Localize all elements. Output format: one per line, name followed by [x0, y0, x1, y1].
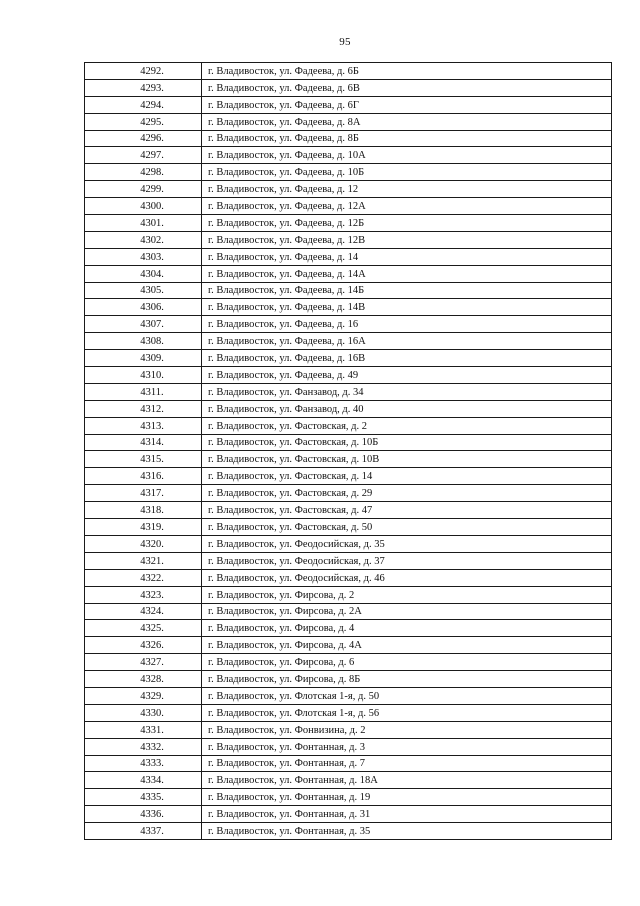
row-number: 4292. [85, 63, 202, 80]
row-number: 4325. [85, 620, 202, 637]
row-number: 4319. [85, 519, 202, 536]
table-row [85, 738, 612, 755]
row-number: 4332. [85, 738, 202, 755]
row-address: г. Владивосток, ул. Фадеева, д. 12В [202, 231, 612, 248]
row-number: 4310. [85, 367, 202, 384]
table-row [85, 552, 612, 569]
row-number: 4321. [85, 552, 202, 569]
table-row [85, 113, 612, 130]
row-address: г. Владивосток, ул. Фадеева, д. 16 [202, 316, 612, 333]
row-address: г. Владивосток, ул. Фадеева, д. 12 [202, 181, 612, 198]
table-row [85, 383, 612, 400]
row-number: 4322. [85, 569, 202, 586]
row-number: 4312. [85, 400, 202, 417]
table-row [85, 333, 612, 350]
row-address: г. Владивосток, ул. Фонтанная, д. 7 [202, 755, 612, 772]
row-number: 4336. [85, 806, 202, 823]
row-address: г. Владивосток, ул. Фадеева, д. 16В [202, 350, 612, 367]
row-number: 4293. [85, 79, 202, 96]
row-number: 4337. [85, 823, 202, 840]
table-row [85, 687, 612, 704]
table-row [85, 63, 612, 80]
row-address: г. Владивосток, ул. Фадеева, д. 14В [202, 299, 612, 316]
row-number: 4299. [85, 181, 202, 198]
row-number: 4334. [85, 772, 202, 789]
row-address: г. Владивосток, ул. Фонтанная, д. 31 [202, 806, 612, 823]
table-row [85, 704, 612, 721]
row-address: г. Владивосток, ул. Фастовская, д. 47 [202, 502, 612, 519]
table-row [85, 316, 612, 333]
row-address: г. Владивосток, ул. Фадеева, д. 14Б [202, 282, 612, 299]
table-row [85, 569, 612, 586]
row-address: г. Владивосток, ул. Фадеева, д. 10А [202, 147, 612, 164]
table-row [85, 400, 612, 417]
table-row [85, 181, 612, 198]
table-row [85, 535, 612, 552]
row-address: г. Владивосток, ул. Фастовская, д. 10Б [202, 434, 612, 451]
table-row [85, 164, 612, 181]
row-number: 4314. [85, 434, 202, 451]
row-number: 4300. [85, 198, 202, 215]
row-address: г. Владивосток, ул. Фастовская, д. 29 [202, 485, 612, 502]
row-address: г. Владивосток, ул. Фирсова, д. 2 [202, 586, 612, 603]
row-number: 4330. [85, 704, 202, 721]
table-row [85, 265, 612, 282]
row-address: г. Владивосток, ул. Фастовская, д. 2 [202, 417, 612, 434]
table-row [85, 502, 612, 519]
row-number: 4303. [85, 248, 202, 265]
row-number: 4304. [85, 265, 202, 282]
row-address: г. Владивосток, ул. Фирсова, д. 4 [202, 620, 612, 637]
row-number: 4297. [85, 147, 202, 164]
row-number: 4317. [85, 485, 202, 502]
row-number: 4301. [85, 215, 202, 232]
row-address: г. Владивосток, ул. Фанзавод, д. 34 [202, 383, 612, 400]
table-row [85, 468, 612, 485]
table-row [85, 147, 612, 164]
row-address: г. Владивосток, ул. Фирсова, д. 2А [202, 603, 612, 620]
row-number: 4294. [85, 96, 202, 113]
table-row [85, 451, 612, 468]
row-address: г. Владивосток, ул. Фастовская, д. 50 [202, 519, 612, 536]
row-address: г. Владивосток, ул. Фонвизина, д. 2 [202, 721, 612, 738]
row-address: г. Владивосток, ул. Фанзавод, д. 40 [202, 400, 612, 417]
row-address: г. Владивосток, ул. Фонтанная, д. 19 [202, 789, 612, 806]
row-number: 4305. [85, 282, 202, 299]
table-row [85, 130, 612, 147]
table-row [85, 485, 612, 502]
table-row [85, 671, 612, 688]
row-address: г. Владивосток, ул. Феодосийская, д. 46 [202, 569, 612, 586]
row-number: 4307. [85, 316, 202, 333]
table-row [85, 772, 612, 789]
row-number: 4308. [85, 333, 202, 350]
row-number: 4326. [85, 637, 202, 654]
row-number: 4323. [85, 586, 202, 603]
row-number: 4295. [85, 113, 202, 130]
page-number: 95 [339, 36, 351, 48]
row-number: 4320. [85, 535, 202, 552]
row-number: 4324. [85, 603, 202, 620]
row-address: г. Владивосток, ул. Фадеева, д. 49 [202, 367, 612, 384]
table-row [85, 823, 612, 840]
row-number: 4309. [85, 350, 202, 367]
table-row [85, 198, 612, 215]
row-address: г. Владивосток, ул. Фадеева, д. 8Б [202, 130, 612, 147]
row-address: г. Владивосток, ул. Фадеева, д. 12Б [202, 215, 612, 232]
table-row [85, 637, 612, 654]
table-row [85, 282, 612, 299]
row-number: 4311. [85, 383, 202, 400]
row-address: г. Владивосток, ул. Фастовская, д. 10В [202, 451, 612, 468]
table-row [85, 350, 612, 367]
row-number: 4316. [85, 468, 202, 485]
address-table [84, 62, 612, 840]
row-number: 4331. [85, 721, 202, 738]
row-number: 4306. [85, 299, 202, 316]
table-row [85, 367, 612, 384]
row-number: 4298. [85, 164, 202, 181]
row-address: г. Владивосток, ул. Фадеева, д. 6Г [202, 96, 612, 113]
table-row [85, 654, 612, 671]
table-row [85, 586, 612, 603]
row-address: г. Владивосток, ул. Фирсова, д. 6 [202, 654, 612, 671]
row-address: г. Владивосток, ул. Фадеева, д. 6В [202, 79, 612, 96]
table-row [85, 434, 612, 451]
table-row [85, 755, 612, 772]
row-number: 4318. [85, 502, 202, 519]
table-row [85, 231, 612, 248]
table-row [85, 215, 612, 232]
row-number: 4302. [85, 231, 202, 248]
row-number: 4335. [85, 789, 202, 806]
row-address: г. Владивосток, ул. Фонтанная, д. 35 [202, 823, 612, 840]
table-row [85, 721, 612, 738]
row-address: г. Владивосток, ул. Фирсова, д. 4А [202, 637, 612, 654]
row-number: 4328. [85, 671, 202, 688]
table-row [85, 417, 612, 434]
table-row [85, 603, 612, 620]
row-address: г. Владивосток, ул. Фадеева, д. 8А [202, 113, 612, 130]
row-address: г. Владивосток, ул. Фонтанная, д. 3 [202, 738, 612, 755]
address-table-body [85, 63, 612, 840]
row-address: г. Владивосток, ул. Флотская 1-я, д. 56 [202, 704, 612, 721]
row-address: г. Владивосток, ул. Фадеева, д. 16А [202, 333, 612, 350]
row-address: г. Владивосток, ул. Фадеева, д. 10Б [202, 164, 612, 181]
table-row [85, 79, 612, 96]
row-address: г. Владивосток, ул. Фонтанная, д. 18А [202, 772, 612, 789]
row-number: 4327. [85, 654, 202, 671]
row-number: 4333. [85, 755, 202, 772]
row-address: г. Владивосток, ул. Фадеева, д. 14 [202, 248, 612, 265]
row-address: г. Владивосток, ул. Фадеева, д. 6Б [202, 63, 612, 80]
row-address: г. Владивосток, ул. Фирсова, д. 8Б [202, 671, 612, 688]
table-row [85, 620, 612, 637]
table-row [85, 806, 612, 823]
row-address: г. Владивосток, ул. Флотская 1-я, д. 50 [202, 687, 612, 704]
row-address: г. Владивосток, ул. Феодосийская, д. 37 [202, 552, 612, 569]
table-row [85, 519, 612, 536]
row-number: 4313. [85, 417, 202, 434]
table-row [85, 96, 612, 113]
row-address: г. Владивосток, ул. Феодосийская, д. 35 [202, 535, 612, 552]
row-number: 4315. [85, 451, 202, 468]
row-address: г. Владивосток, ул. Фадеева, д. 14А [202, 265, 612, 282]
row-number: 4296. [85, 130, 202, 147]
table-row [85, 299, 612, 316]
table-row [85, 789, 612, 806]
row-address: г. Владивосток, ул. Фадеева, д. 12А [202, 198, 612, 215]
row-number: 4329. [85, 687, 202, 704]
table-row [85, 248, 612, 265]
row-address: г. Владивосток, ул. Фастовская, д. 14 [202, 468, 612, 485]
